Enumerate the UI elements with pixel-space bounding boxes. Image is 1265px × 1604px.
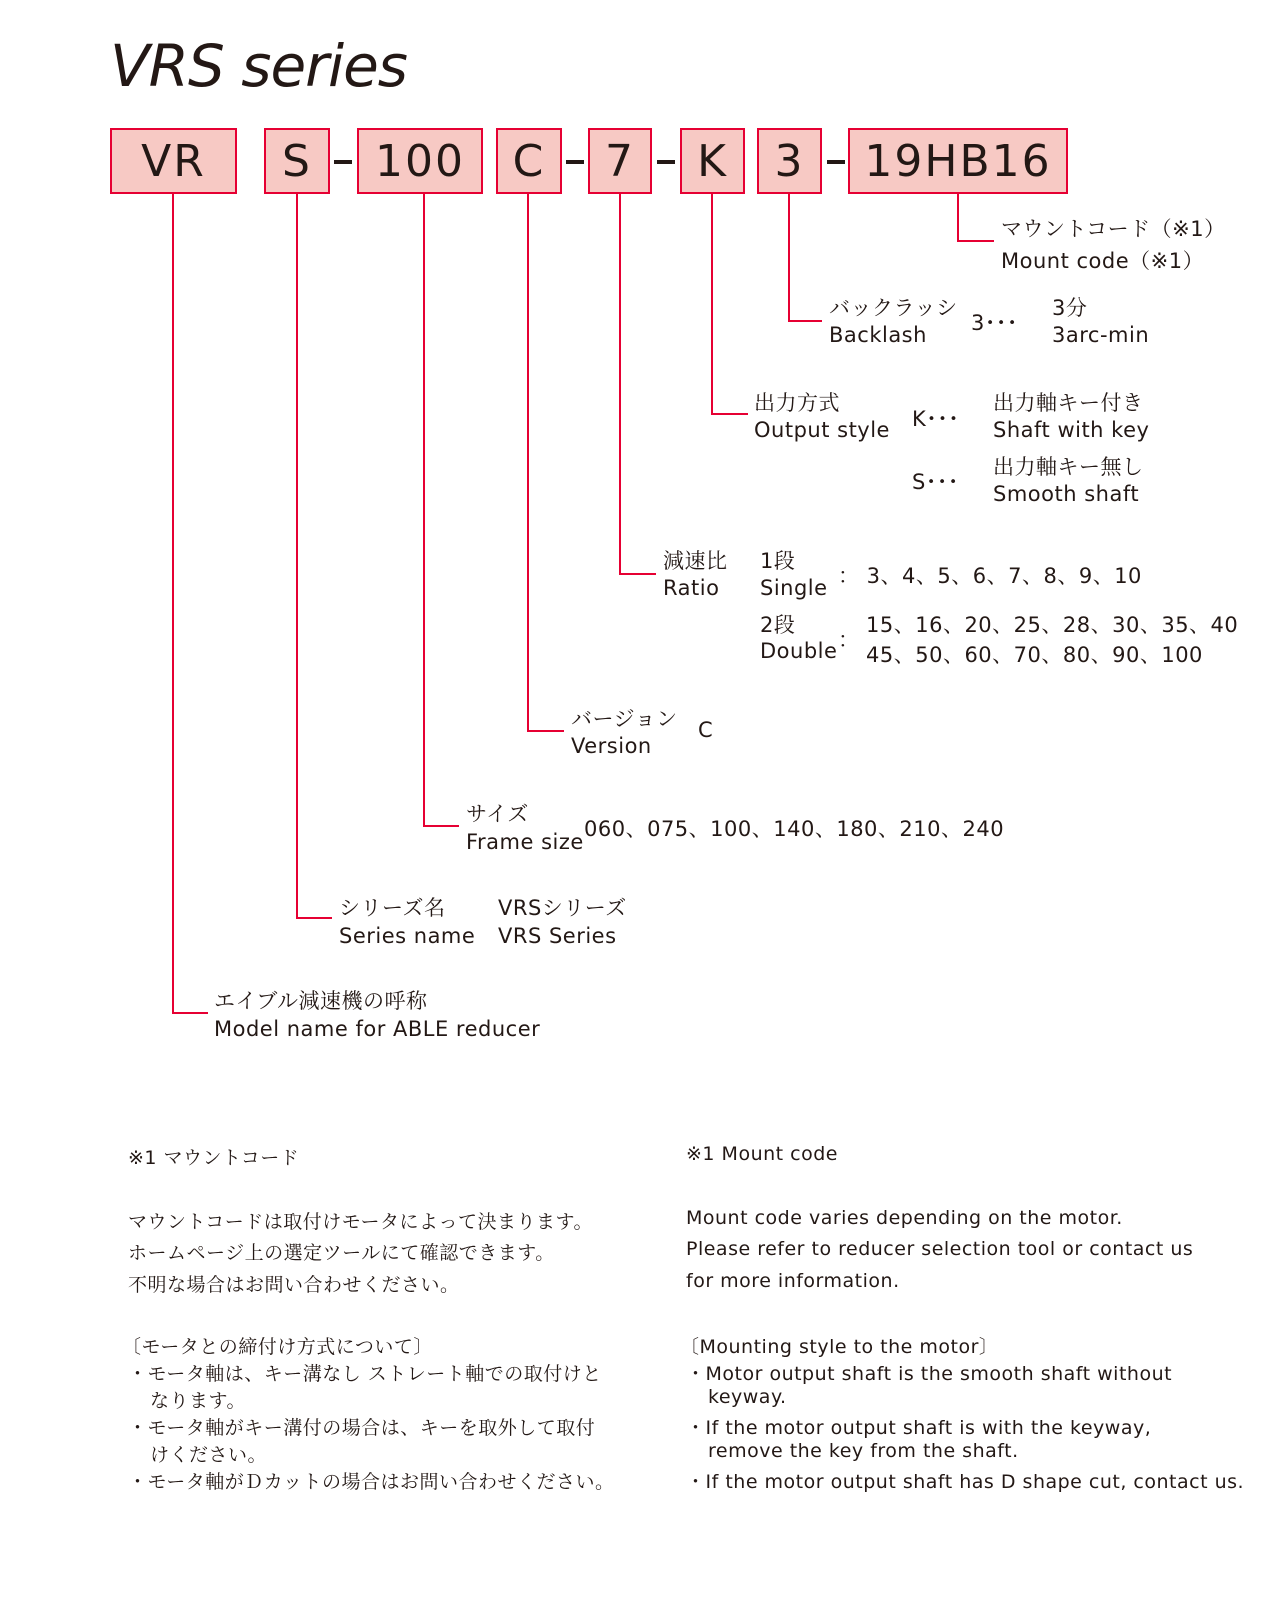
footnote-jp-para2: ホームページ上の選定ツールにて確認できます。 bbox=[128, 1242, 555, 1264]
series-label-en: Series name bbox=[339, 924, 476, 948]
code-box-ratio: 7 bbox=[588, 128, 652, 194]
ratio-single-en: Single bbox=[760, 576, 828, 600]
backlash-label-jp: バックラッシ bbox=[829, 296, 958, 320]
footnote-jp-heading: ※1 マウントコード bbox=[128, 1147, 300, 1169]
series-value-en: VRS Series bbox=[498, 924, 617, 948]
output-option-k-en: Shaft with key bbox=[993, 418, 1150, 442]
output-option-s-jp: 出力軸キー無し bbox=[993, 455, 1144, 479]
ratio-label-jp: 減速比 bbox=[663, 549, 728, 573]
output-label-jp: 出力方式 bbox=[754, 391, 840, 415]
backlash-key: 3･･･ bbox=[971, 311, 1018, 335]
footnote-en-subheading: 〔Mounting style to the motor〕 bbox=[680, 1336, 999, 1358]
ratio-double-values-2: 45、50、60、70、80、90、100 bbox=[866, 643, 1203, 667]
backlash-value-jp: 3分 bbox=[1052, 296, 1088, 320]
footnote-jp-para3: 不明な場合はお問い合わせください。 bbox=[128, 1274, 460, 1296]
ratio-single-values: ： 3、4、5、6、7、8、9、10 bbox=[838, 564, 1142, 588]
footnote-jp-bullet2: ・モータ軸がキー溝付の場合は、キーを取外して取付 bbox=[128, 1417, 596, 1439]
version-label-en: Version bbox=[571, 734, 652, 758]
leader-line-backlash bbox=[789, 194, 822, 321]
footnote-en-bullet2-cont: remove the key from the shaft. bbox=[708, 1440, 1019, 1462]
footnote-jp-bullet1-cont: なります。 bbox=[150, 1390, 246, 1412]
footnote-jp-para1: マウントコードは取付けモータによって決まります。 bbox=[128, 1211, 593, 1233]
mount-label-en: Mount code（※1） bbox=[1001, 249, 1205, 273]
code-box-series: S bbox=[264, 128, 330, 194]
footnote-jp-bullet3: ・モータ軸がＤカットの場合はお問い合わせください。 bbox=[128, 1471, 615, 1493]
output-label-en: Output style bbox=[754, 418, 890, 442]
footnote-en-bullet1: ・Motor output shaft is the smooth shaft without bbox=[686, 1363, 1173, 1385]
ratio-label-en: Ratio bbox=[663, 576, 720, 600]
backlash-value-en: 3arc-min bbox=[1052, 323, 1150, 347]
ratio-double-en: Double bbox=[760, 639, 838, 663]
version-label-jp: バージョン bbox=[571, 707, 678, 731]
leader-line-ratio bbox=[620, 194, 656, 574]
code-box-frame-size: 100 bbox=[357, 128, 483, 194]
mount-label-jp: マウントコード（※1） bbox=[1001, 217, 1226, 241]
series-value-jp: VRSシリーズ bbox=[498, 896, 627, 920]
code-box-mount-code: 19HB16 bbox=[848, 128, 1068, 194]
code-box-backlash: 3 bbox=[757, 128, 822, 194]
code-box-vr: VR bbox=[110, 128, 237, 194]
code-box-output-style: K bbox=[680, 128, 745, 194]
model-label-en: Model name for ABLE reducer bbox=[214, 1017, 541, 1041]
output-option-key-k: K･･･ bbox=[912, 407, 960, 431]
code-box-version: C bbox=[496, 128, 562, 194]
leader-line-mount bbox=[958, 194, 994, 241]
footnote-en-heading: ※1 Mount code bbox=[686, 1143, 838, 1165]
version-value: C bbox=[698, 718, 714, 742]
frame-values: 060、075、100、140、180、210、240 bbox=[584, 817, 1005, 841]
ratio-single-jp: 1段 bbox=[760, 549, 796, 573]
footnote-en-para1: Mount code varies depending on the motor. bbox=[686, 1207, 1123, 1229]
footnote-en-bullet3: ・If the motor output shaft has D shape cut, contact us. bbox=[686, 1471, 1245, 1493]
footnote-en-bullet2: ・If the motor output shaft is with the keyway, bbox=[686, 1417, 1152, 1439]
output-option-key-s: S･･･ bbox=[912, 470, 959, 494]
footnote-en-para2: Please refer to reducer selection tool or contact us bbox=[686, 1238, 1194, 1260]
series-label-jp: シリーズ名 bbox=[339, 896, 446, 920]
ratio-double-jp: 2段 bbox=[760, 613, 796, 637]
page-title: VRS series bbox=[110, 32, 407, 100]
leader-line-frame bbox=[424, 194, 459, 826]
leader-line-model bbox=[173, 194, 208, 1013]
footnote-en-bullet1-cont: keyway. bbox=[708, 1386, 787, 1408]
frame-label-en: Frame size bbox=[466, 830, 584, 854]
footnote-en-para3: for more information. bbox=[686, 1270, 900, 1292]
footnote-jp-bullet2-cont: けください。 bbox=[150, 1444, 268, 1466]
frame-label-jp: サイズ bbox=[466, 802, 529, 826]
leader-line-series bbox=[297, 194, 332, 918]
model-label-jp: エイブル減速機の呼称 bbox=[214, 989, 428, 1013]
ratio-double-values-1: 15、16、20、25、28、30、35、40 bbox=[866, 613, 1239, 637]
footnote-jp-bullet1: ・モータ軸は、キー溝なし ストレート軸での取付けと bbox=[128, 1363, 602, 1385]
backlash-label-en: Backlash bbox=[829, 323, 927, 347]
footnote-jp-subheading: 〔モータとの締付け方式について〕 bbox=[122, 1336, 433, 1358]
ratio-double-colon: ： bbox=[838, 628, 860, 652]
output-option-s-en: Smooth shaft bbox=[993, 482, 1140, 506]
leader-line-output bbox=[712, 194, 748, 414]
leader-line-version bbox=[528, 194, 564, 731]
output-option-k-jp: 出力軸キー付き bbox=[993, 391, 1144, 415]
